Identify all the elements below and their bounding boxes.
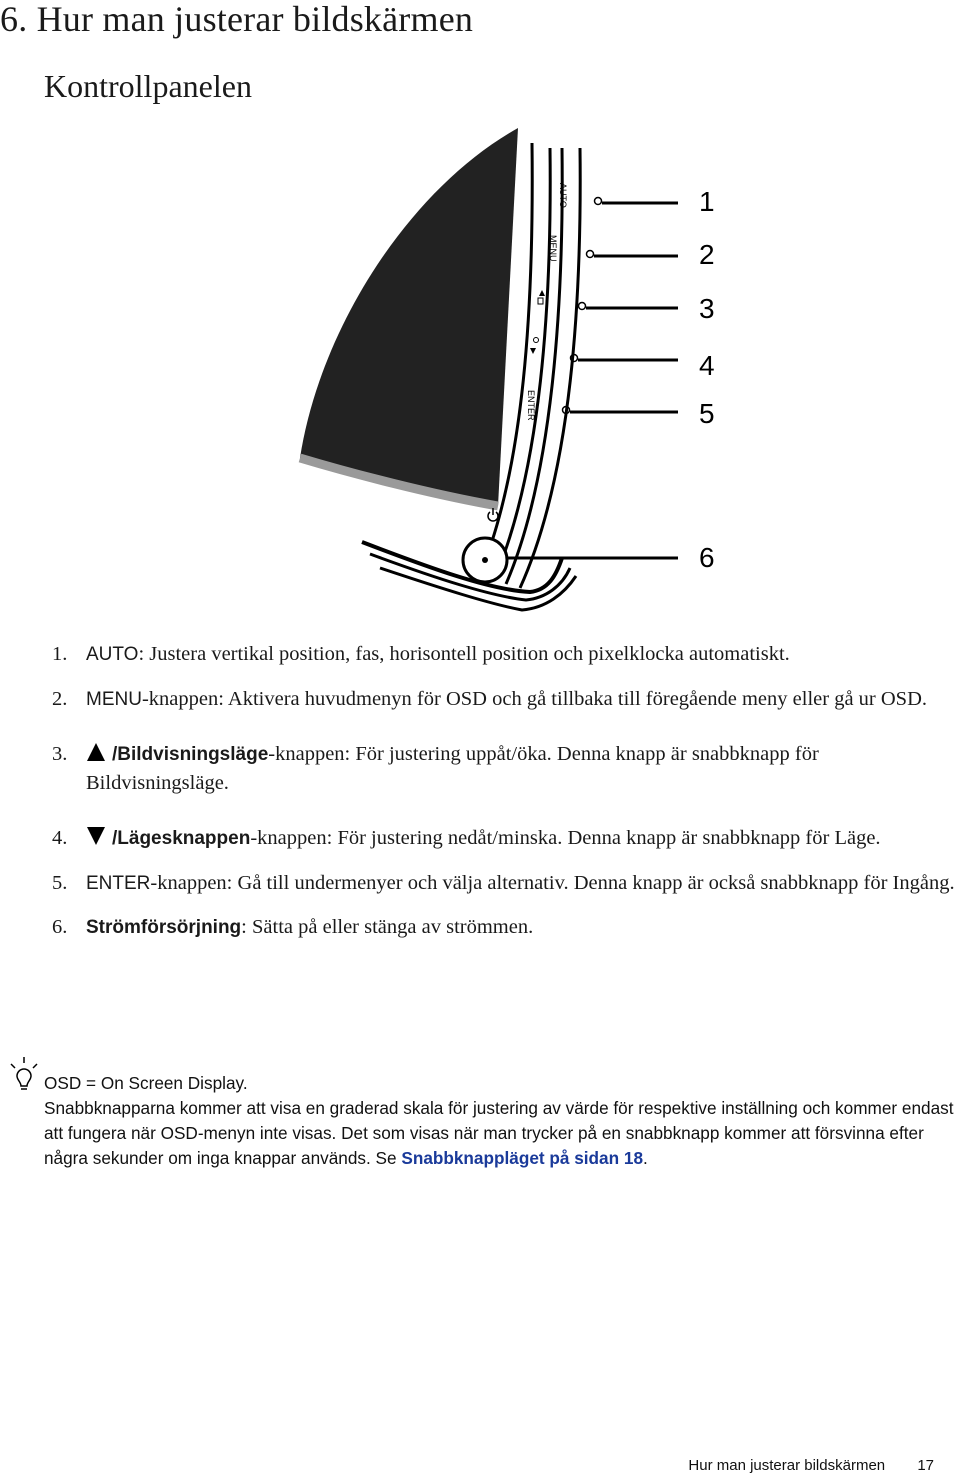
page-number: 17: [917, 1457, 934, 1474]
item-number: 4.: [52, 827, 68, 849]
svg-text:MENU: MENU: [548, 235, 558, 262]
item-key: /Bildvisningsläge: [112, 744, 269, 765]
callout-2: 2: [699, 239, 715, 270]
monitor-illustration: [280, 128, 740, 618]
item-separator: -knappen:: [250, 827, 338, 849]
item-separator: :: [241, 916, 252, 938]
item-separator: :: [138, 643, 150, 665]
callout-3: 3: [699, 293, 715, 324]
list-item: [52, 685, 957, 714]
item-text: För justering nedåt/minska. Denna knapp är snabbknapp för Läge.: [337, 827, 881, 849]
item-key: Strömförsörjning: [86, 917, 242, 938]
section-title: Kontrollpanelen: [44, 68, 252, 104]
item-key: AUTO: [86, 644, 139, 665]
up-triangle-icon: [86, 742, 106, 762]
callout-6: 6: [699, 542, 715, 573]
item-number: 5.: [52, 872, 68, 894]
item-text: För justering uppåt/öka. Denna knapp är snabbknapp för Bildvisningsläge.: [86, 743, 819, 794]
svg-text:ENTER: ENTER: [526, 390, 536, 421]
item-number: 6.: [52, 916, 68, 938]
callout-5: 5: [699, 398, 715, 429]
item-key: /Lägesknappen: [112, 828, 251, 849]
button-description-list: [52, 640, 957, 942]
item-separator: -knappen:: [268, 743, 356, 765]
page-footer: [688, 1457, 934, 1474]
list-item: [52, 869, 957, 898]
item-number: 1.: [52, 643, 68, 665]
item-key: MENU: [86, 689, 142, 710]
item-text: Gå till undermenyer och välja alternativ. Denna knapp är också snabbknapp för Ingång.: [237, 872, 955, 894]
item-number: 2.: [52, 688, 68, 710]
list-item: [52, 913, 957, 942]
note-end: .: [643, 1148, 648, 1168]
item-key: ENTER: [86, 873, 151, 894]
svg-text:AUTO: AUTO: [558, 183, 568, 208]
item-text: Sätta på eller stänga av strömmen.: [252, 916, 534, 938]
list-item: [52, 740, 957, 798]
cross-reference-link[interactable]: Snabbknappläget på sidan 18: [401, 1148, 643, 1168]
item-separator: -knappen:: [141, 688, 228, 710]
lightbulb-icon: [6, 1056, 42, 1092]
item-separator: -knappen:: [150, 872, 238, 894]
callout-1: 1: [699, 186, 715, 217]
list-item: [52, 824, 957, 853]
page-title: 6. Hur man justerar bildskärmen: [0, 0, 474, 39]
control-panel-figure: [280, 128, 740, 618]
footer-section: Hur man justerar bildskärmen: [688, 1457, 886, 1474]
note-line-2: Snabbknapparna kommer att visa en graderad skala för justering av värde för respektive inställning och kommer endast att fungera när OSD-menyn inte visas. Det som visas när man trycker på en snabbknapp kommer att försvinna efter några sekunder om inga knappar används. Se: [44, 1098, 954, 1168]
list-item: [52, 640, 957, 669]
item-number: 3.: [52, 743, 68, 765]
note-box: [44, 1071, 956, 1171]
item-text: Justera vertikal position, fas, horisontell position och pixelklocka automatiskt.: [149, 643, 790, 665]
item-text: Aktivera huvudmenyn för OSD och gå tillbaka till föregående meny eller gå ur OSD.: [227, 688, 928, 710]
note-line-1: OSD = On Screen Display.: [44, 1073, 248, 1093]
down-triangle-icon: [86, 826, 106, 846]
callout-4: 4: [699, 350, 715, 381]
note-body: [44, 1096, 956, 1171]
